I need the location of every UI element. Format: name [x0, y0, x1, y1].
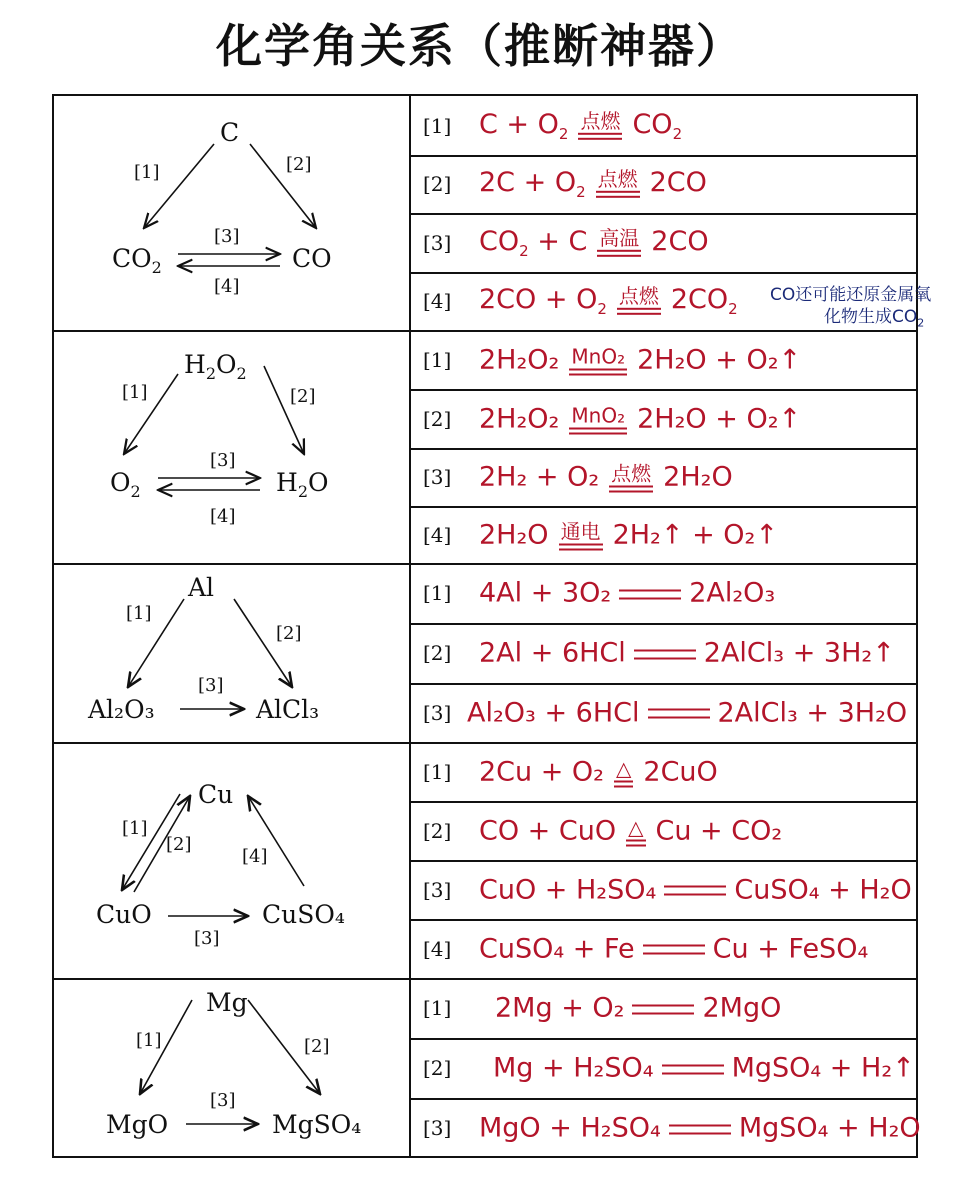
arrow-label: [2] — [290, 386, 316, 407]
node-right: $H_2O$ — [276, 468, 329, 501]
equation-row — [409, 623, 916, 683]
equation: 2H₂O 通电 2H₂↑ + O₂↑ — [479, 519, 778, 550]
row-number: [3] — [423, 700, 452, 725]
row-number: [3] — [423, 465, 452, 489]
arrow-label: [3] — [214, 226, 240, 247]
row-number: [1] — [423, 996, 452, 1020]
row-number: [4] — [423, 936, 452, 961]
equation-row — [409, 506, 916, 563]
equation: $CO_2 + C$ 高温 2CO — [479, 225, 709, 260]
row-number: [2] — [423, 818, 452, 843]
equation-row — [409, 860, 916, 919]
relation-table — [52, 94, 921, 1158]
row-number: [3] — [423, 877, 452, 902]
equation-row — [409, 1098, 921, 1158]
page-title: 化学角关系（推断神器） — [216, 19, 744, 73]
arrow-label: [1] — [136, 1030, 162, 1051]
diagram-magnesium — [54, 978, 409, 1158]
row-number: [1] — [423, 347, 452, 372]
node-top: C — [220, 118, 240, 147]
equation-row — [409, 1038, 916, 1098]
arrow-label: [3] — [198, 675, 224, 696]
row-number: [1] — [423, 113, 452, 138]
row-number: [1] — [423, 759, 452, 784]
node-left: Al₂O₃ — [88, 695, 155, 724]
equation-row — [409, 683, 916, 742]
row-number: [2] — [423, 641, 452, 665]
node-right: CuSO₄ — [262, 900, 345, 929]
node-left: CuO — [96, 900, 152, 929]
arrow-label: [2] — [304, 1036, 330, 1057]
equation: Al₂O₃ + 6HCl 2AlCl₃ + 3H₂O — [467, 697, 908, 728]
diagram-water — [54, 330, 409, 563]
equation: 2H₂O₂ MnO₂ 2H₂O + O₂↑ — [479, 344, 802, 375]
equation-row — [409, 389, 916, 448]
arrow-label: [3] — [210, 1090, 236, 1111]
node-left: MgO — [106, 1110, 169, 1139]
diagram-carbon — [54, 96, 409, 330]
arrow-label: [1] — [122, 382, 148, 403]
equation: 2H₂O₂ MnO₂ 2H₂O + O₂↑ — [479, 403, 802, 434]
equation: 4Al + 3O₂ 2Al₂O₃ — [479, 577, 776, 609]
row-number: [2] — [423, 172, 452, 196]
row-number: [4] — [423, 289, 452, 313]
equation-row — [409, 155, 916, 213]
arrow-label: [1] — [134, 162, 160, 183]
row-number: [3] — [423, 1116, 452, 1140]
arrow-label: [2] — [286, 154, 312, 175]
node-left: $CO_2$ — [112, 244, 162, 277]
node-right: AlCl₃ — [256, 695, 320, 724]
node-right: CO — [292, 244, 332, 273]
equation: CO + CuO △ Cu + CO₂ — [479, 815, 783, 846]
equation-row — [409, 448, 916, 506]
equation: MgO + H₂SO₄ MgSO₄ + H₂O — [479, 1112, 921, 1144]
arrow-label: [2] — [166, 834, 192, 855]
arrow-label: [1] — [122, 818, 148, 839]
row-number: [2] — [423, 406, 452, 431]
row-number: [2] — [423, 1056, 452, 1080]
equation-row — [409, 978, 916, 1038]
equation: $2C + O_2$ 点燃 2CO — [479, 166, 707, 202]
arrow-label: [4] — [214, 276, 240, 297]
equation: 2Al + 6HCl 2AlCl₃ + 3H₂↑ — [479, 637, 895, 669]
equation: CuO + H₂SO₄ CuSO₄ + H₂O — [479, 874, 912, 905]
row-number: [3] — [423, 230, 452, 255]
equation-row — [409, 919, 916, 978]
equation: $C + O_2$ 点燃 $CO_2$ — [479, 108, 683, 143]
node-top: $H_2O_2$ — [184, 350, 247, 383]
equation-row — [409, 213, 916, 272]
equation-row — [409, 563, 916, 623]
node-top: Cu — [198, 780, 234, 809]
equation: 2Cu + O₂ △ 2CuO — [479, 756, 718, 787]
copper-arrows — [54, 742, 409, 978]
diagram-aluminum — [54, 563, 409, 742]
row-number: [1] — [423, 581, 452, 605]
side-note — [770, 284, 960, 334]
node-top: Mg — [206, 988, 248, 1017]
note-line: CO还可能还原金属氧 — [770, 285, 932, 305]
arrow-label: [1] — [126, 603, 152, 624]
arrow-label: [4] — [210, 506, 236, 527]
equation-row — [409, 330, 916, 389]
node-top: Al — [188, 573, 215, 602]
arrow-label: [3] — [194, 928, 220, 949]
node-left: $O_2$ — [110, 468, 141, 501]
arrow-label: [2] — [276, 623, 302, 644]
arrow-label: [3] — [210, 450, 236, 471]
equation-row — [409, 801, 916, 860]
equation: CuSO₄ + Fe Cu + FeSO₄ — [479, 933, 869, 964]
diagram-copper — [54, 742, 409, 978]
equation-row — [409, 96, 916, 155]
equation: 2H₂ + O₂ 点燃 2H₂O — [479, 461, 733, 493]
equation-row — [409, 742, 916, 801]
equation: 2Mg + O₂ 2MgO — [495, 992, 782, 1024]
note-line: 化物生成$CO_2$ — [824, 307, 925, 330]
row-number: [4] — [423, 522, 452, 547]
arrow-label: [4] — [242, 846, 268, 867]
equation: Mg + H₂SO₄ MgSO₄ + H₂↑ — [493, 1052, 915, 1084]
node-right: MgSO₄ — [272, 1110, 362, 1139]
equation: $2CO + O_2$ 点燃 $2CO_2$ — [479, 283, 738, 319]
